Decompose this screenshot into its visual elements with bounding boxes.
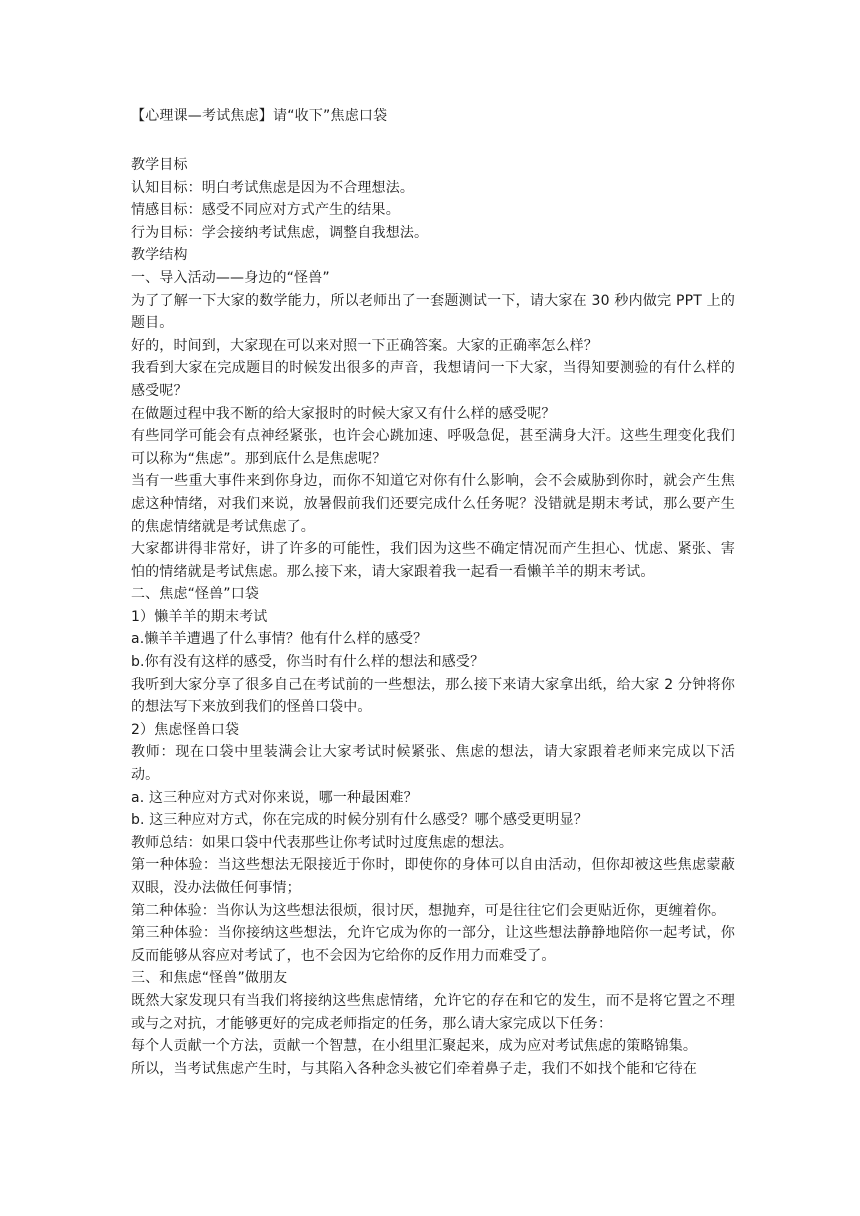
document-body: [131, 154, 735, 1080]
document-paragraph: 我看到大家在完成题目的时候发出很多的声音，我想请问一下大家，当得知要测验的有什么样的感受呢？: [131, 360, 735, 399]
document-paragraph: 二、焦虑“怪兽”口袋: [131, 586, 260, 603]
document-paragraph: 第一种体验：当这些想法无限接近于你时，即使你的身体可以自由活动，但你却被这些焦虑蒙蔽双眼，没办法做任何事情；: [131, 857, 735, 896]
document-paragraph: b.你有没有这样的感受，你当时有什么样的想法和感受？: [131, 654, 485, 671]
document-paragraph: 在做题过程中我不断的给大家报时的时候大家又有什么样的感受呢？: [131, 405, 556, 422]
document-paragraph: 行为目标：学会接纳考试焦虑，调整自我想法。: [131, 224, 429, 241]
document-paragraph: 每个人贡献一个方法，贡献一个智慧，在小组里汇聚起来，成为应对考试焦虑的策略锦集。: [131, 1038, 697, 1055]
document-paragraph: 好的，时间到，大家现在可以来对照一下正确答案。大家的正确率怎么样？: [131, 337, 598, 354]
document-page: [131, 104, 735, 1080]
document-paragraph: 第二种体验：当你认为这些想法很烦，很讨厌，想抛弃，可是往往它们会更贴近你，更缠着你。: [131, 902, 726, 919]
document-paragraph: 情感目标：感受不同应对方式产生的结果。: [131, 202, 400, 219]
document-paragraph: 三、和焦虑“怪兽”做朋友: [131, 970, 288, 987]
document-paragraph: 2）焦虑怪兽口袋: [131, 721, 240, 738]
document-paragraph: 教师：现在口袋中里装满会让大家考试时候紧张、焦虑的想法，请大家跟着老师来完成以下活动。: [131, 744, 735, 784]
document-paragraph: 既然大家发现只有当我们将接纳这些焦虑情绪，允许它的存在和它的发生，而不是将它置之不理或与之对抗，才能够更好的完成老师指定的任务，那么请大家完成以下任务：: [131, 992, 735, 1032]
document-title: 【心理课—考试焦虑】请“收下”焦虑口袋: [131, 108, 388, 124]
document-paragraph: a. 这三种应对方式对你来说，哪一种最困难？: [131, 789, 418, 806]
document-paragraph: 有些同学可能会有点神经紧张，也许会心跳加速、呼吸急促，甚至满身大汗。这些生理变化我们可以称为“焦虑”。那到底什么是焦虑呢？: [131, 428, 735, 467]
document-paragraph: 当有一些重大事件来到你身边，而你不知道它对你有什么影响，会不会威胁到你时，就会产生焦虑这种情绪，对我们来说，放暑假前我们还要完成什么任务呢？没错就是期末考试，那么要产生的焦虑情绪就是考试焦虑了。: [131, 473, 735, 535]
document-paragraph: 教学结构: [131, 247, 188, 264]
document-paragraph: 教师总结：如果口袋中代表那些让你考试时过度焦虑的想法。: [131, 834, 514, 851]
document-paragraph: b. 这三种应对方式，你在完成的时候分别有什么感受？哪个感受更明显？: [131, 812, 588, 829]
document-paragraph: 认知目标：明白考试焦虑是因为不合理想法。: [131, 179, 414, 196]
document-paragraph: 第三种体验：当你接纳这些想法，允许它成为你的一部分，让这些想法静静地陪你一起考试，你反而能够从容应对考试了，也不会因为它给你的反作用力而难受了。: [131, 925, 735, 964]
document-paragraph: a.懒羊羊遭遇了什么事情？他有什么样的感受？: [131, 631, 428, 648]
document-paragraph: 我听到大家分享了很多自己在考试前的一些想法，那么接下来请大家拿出纸，给大家 2 分钟将你的想法写下来放到我们的怪兽口袋中。: [131, 676, 735, 716]
document-paragraph: 教学目标: [131, 157, 188, 173]
document-paragraph: 所以，当考试焦虑产生时，与其陷入各种念头被它们牵着鼻子走，我们不如找个能和它待在: [131, 1060, 697, 1077]
document-paragraph: 大家都讲得非常好，讲了许多的可能性，我们因为这些不确定情况而产生担心、忧虑、紧张、害怕的情绪就是考试焦虑。那么接下来，请大家跟着我一起看一看懒羊羊的期末考试。: [131, 541, 735, 580]
document-paragraph: 一、导入活动——身边的“怪兽”: [131, 269, 330, 286]
document-paragraph: 为了了解一下大家的数学能力，所以老师出了一套题测试一下，请大家在 30 秒内做完 PPT 上的题目。: [131, 292, 735, 332]
document-paragraph: 1）懒羊羊的期末考试: [131, 608, 268, 625]
